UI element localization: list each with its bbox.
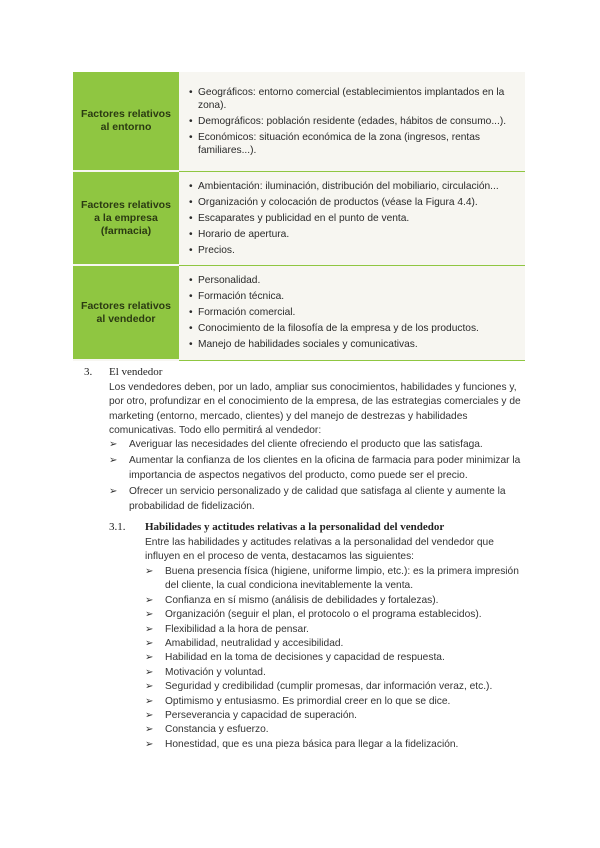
subsection-number: 3.1. [109,521,126,533]
list-item: • Geográficos: entorno comercial (establecimientos implantados en la zona). [189,86,519,112]
factor-label-line: Factores relativos [81,108,171,120]
list-item: ➢ Motivación y voluntad. [145,666,525,680]
list-item: ➢ Flexibilidad a la hora de pensar. [145,623,525,637]
table-row [73,171,525,265]
factor-label-line: Factores relativos [81,198,171,211]
list-item: • Manejo de habilidades sociales y comunicativas. [189,338,519,351]
list-item: ➢ Averiguar las necesidades del cliente ofreciendo el producto que las satisfaga. [109,438,529,452]
list-item: ➢ Honestidad, que es una pieza básica para llegar a la fidelización. [145,738,525,752]
table-row [73,72,525,171]
list-item: • Demográficos: población residente (edades, hábitos de consumo...). [189,115,519,128]
factor-label-line: Factores relativos [81,299,171,312]
subsection-heading [109,521,444,533]
factor-label-line: al entorno [100,121,152,133]
list-item: • Ambientación: iluminación, distribución del mobiliario, circulación... [189,180,519,193]
subsection-title: Habilidades y actitudes relativas a la personalidad del vendedor [145,521,445,533]
list-item: • Organización y colocación de productos (véase la Figura 4.4). [189,196,519,209]
list-item: • Económicos: situación económica de la zona (ingresos, rentas familiares...). [189,131,519,157]
list-item: ➢ Buena presencia física (higiene, uniforme limpio, etc.): es la primera impresión del cliente, la cual condiciona inevitablemente la venta. [145,565,525,594]
section-bullet-list [109,438,529,516]
list-item: ➢ Amabilidad, neutralidad y accesibilidad. [145,637,525,651]
list-item: • Horario de apertura. [189,228,519,241]
section-number: 3. [84,366,93,378]
factor-label-line: al vendedor [96,312,156,325]
list-item: ➢ Habilidad en la toma de decisiones y capacidad de respuesta. [145,651,525,665]
list-item: • Personalidad. [189,274,519,287]
subsection-paragraph: Entre las habilidades y actitudes relativas a la personalidad del vendedor que influyen en el proceso de venta, destacamos las siguientes: [145,537,494,563]
list-item: ➢ Organización (seguir el plan, el protocolo o el programa establecidos). [145,608,525,622]
factor-label-line: (farmacia) [100,224,152,237]
factor-items-vendedor [179,265,525,360]
factor-items-empresa [179,171,525,265]
factor-label-line: a la empresa [94,211,158,224]
list-item: ➢ Constancia y esfuerzo. [145,723,525,737]
list-item: ➢ Optimismo y entusiasmo. Es primordial creer en lo que se dice. [145,695,525,709]
list-item: ➢ Confianza en sí mismo (análisis de debilidades y fortalezas). [145,594,525,608]
section-title: El vendedor [109,366,163,378]
table-row [73,265,525,360]
list-item: • Escaparates y publicidad en el punto de venta. [189,212,519,225]
list-item: ➢ Perseverancia y capacidad de superación. [145,709,525,723]
factors-table [73,72,525,361]
list-item: • Precios. [189,244,519,257]
factor-label-vendedor [73,265,179,360]
list-item: ➢ Seguridad y credibilidad (cumplir promesas, dar información veraz, etc.). [145,680,525,694]
list-item: ➢ Ofrecer un servicio personalizado y de calidad que satisfaga al cliente y aumente la probabilidad de fidelización. [109,485,529,514]
section-heading [84,366,162,378]
list-item: • Formación comercial. [189,306,519,319]
list-item: • Formación técnica. [189,290,519,303]
factor-label-entorno [73,72,179,171]
subsection-bullet-list [145,565,525,752]
factor-items-entorno [179,72,525,171]
factor-label-empresa [73,171,179,265]
list-item: • Conocimiento de la filosofía de la empresa y de los productos. [189,322,519,335]
list-item: ➢ Aumentar la confianza de los clientes en la oficina de farmacia para poder minimizar la importancia de aspectos negativos del producto, como puede ser el precio. [109,454,529,483]
section-paragraph: Los vendedores deben, por un lado, ampliar sus conocimientos, habilidades y funciones y, por otro, profundizar en el conocimiento de la empresa, de las estrategias comerciales y de marketing (entorno, mercado, clientes) y del manejo de destrezas y habilidades comunicativas. Todo ello permitirá al vendedor: [109,382,521,437]
